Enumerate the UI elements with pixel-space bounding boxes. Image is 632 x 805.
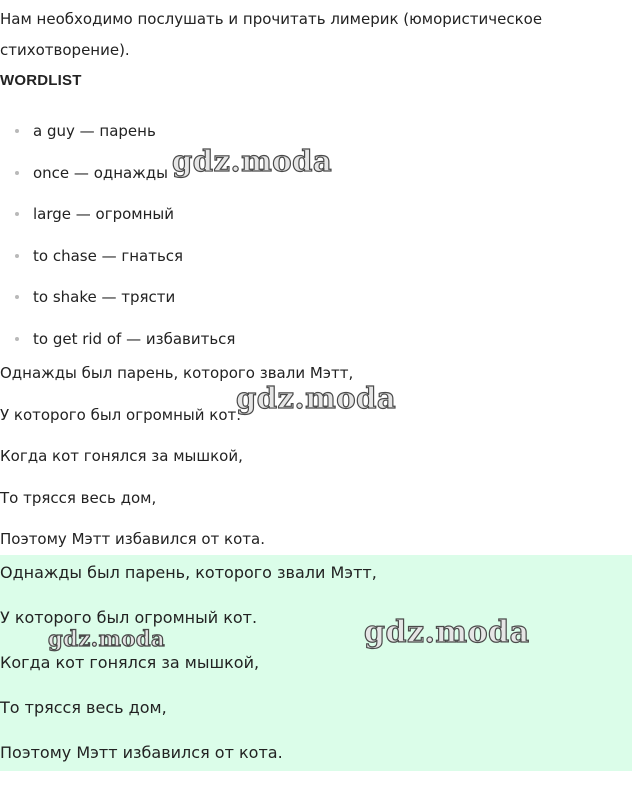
poem-line: У которого был огромный кот.	[0, 405, 242, 424]
wordlist-item-text: once — однажды	[33, 163, 168, 182]
answer-lines	[0, 562, 377, 787]
poem-line: Поэтому Мэтт избавился от кота.	[0, 530, 265, 549]
wordlist-item	[0, 120, 235, 162]
answer-line: У которого был огромный кот.	[0, 608, 258, 627]
bullet-icon	[15, 337, 19, 341]
intro-text: Нам необходимо послушать и прочитать лимерик (юмористическое стихотворение).	[0, 10, 543, 59]
wordlist-item	[0, 203, 235, 245]
wordlist-item-text: a guy — парень	[33, 122, 156, 140]
answer-line: Однажды был парень, которого звали Мэтт,	[0, 563, 377, 582]
poem-line: Когда кот гонялся за мышкой,	[0, 447, 243, 466]
answer-line: Поэтому Мэтт избавился от кота.	[0, 743, 283, 762]
bullet-icon	[15, 129, 19, 133]
answer-box	[0, 555, 632, 771]
bullet-icon	[15, 295, 19, 299]
poem-line: Однажды был парень, которого звали Мэтт,	[0, 364, 354, 382]
wordlist-item	[0, 286, 235, 328]
wordlist-item-text: to chase — гнаться	[33, 246, 184, 265]
wordlist-item	[0, 162, 235, 204]
poem-translation	[0, 362, 353, 570]
answer-line: Когда кот гонялся за мышкой,	[0, 653, 260, 672]
wordlist	[0, 120, 235, 370]
bullet-icon	[15, 212, 19, 216]
wordlist-heading: WORDLIST	[0, 72, 82, 89]
poem-line: То трясся весь дом,	[0, 488, 157, 507]
watermark: gdz.moda	[48, 626, 166, 651]
wordlist-item-text: to shake — трясти	[33, 288, 176, 307]
bullet-icon	[15, 171, 19, 175]
watermark: gdz.moda	[172, 144, 333, 178]
bullet-icon	[15, 254, 19, 258]
wordlist-item-text: large — огромный	[33, 205, 175, 224]
wordlist-item-text: to get rid of — избавиться	[33, 329, 236, 348]
wordlist-item	[0, 245, 235, 287]
answer-line: То трясся весь дом,	[0, 698, 167, 717]
watermark: gdz.moda	[236, 381, 397, 415]
watermark: gdz.moda	[364, 615, 530, 650]
